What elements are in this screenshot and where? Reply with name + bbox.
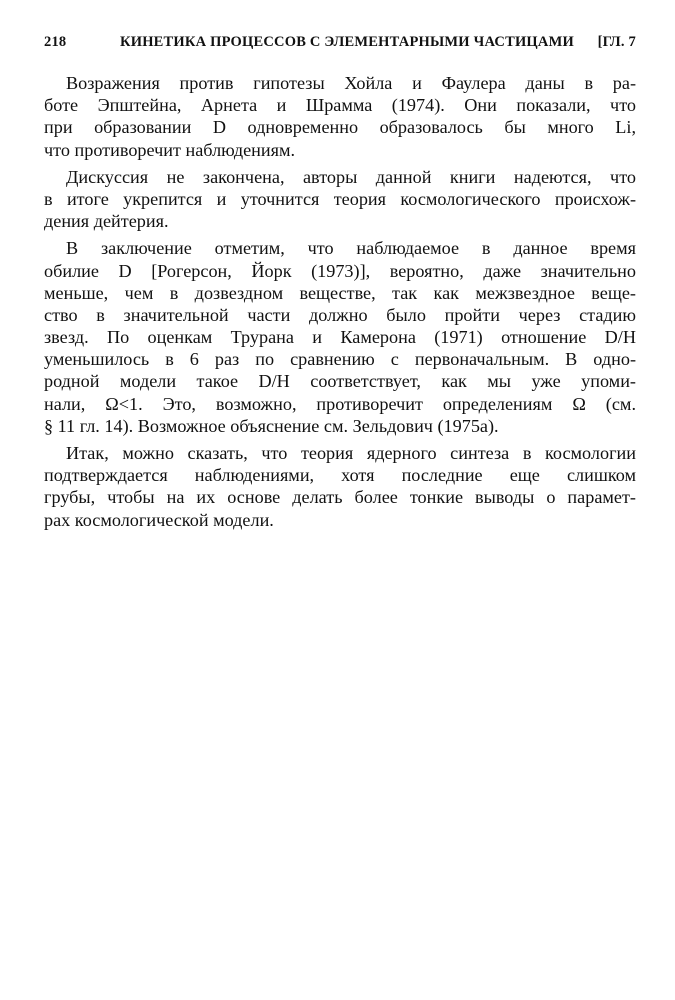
text-line: рах космологической модели. xyxy=(44,509,274,530)
text-line: звезд. По оценкам Трурана и Камерона (1971) отношение D/H xyxy=(44,327,636,348)
text-line: обилие D [Рогерсон, Йорк (1973)], вероятно, даже значительно xyxy=(44,260,636,281)
text-line: Итак, можно сказать, что теория ядерного синтеза в космологии xyxy=(66,443,636,463)
text-line: нали, Ω<1. Это, возможно, противоречит определениям Ω (см. xyxy=(44,393,636,414)
text-line: в итоге укрепится и уточнится теория космологического происхож- xyxy=(44,188,636,209)
body-text xyxy=(44,72,636,536)
text-line: ство в значительной части должно было пройти через стадию xyxy=(44,304,636,325)
text-line: что противоречит наблюдениям. xyxy=(44,139,296,160)
text-line: Возражения против гипотезы Хойла и Фаулера даны в ра- xyxy=(66,73,636,93)
running-head xyxy=(44,34,636,56)
text-line: В заключение отметим, что наблюдаемое в данное время xyxy=(66,238,636,259)
paragraph xyxy=(44,72,636,161)
text-line: при образовании D одновременно образовалось бы много Li, xyxy=(44,117,636,138)
page-number: 218 xyxy=(44,34,67,50)
text-line: дения дейтерия. xyxy=(44,211,169,232)
text-line: грубы, чтобы на их основе делать более тонкие выводы о парамет- xyxy=(44,487,636,508)
text-line: подтверждается наблюдениями, хотя последние еще слишком xyxy=(44,465,636,486)
text-line: уменьшилось в 6 раз по сравнению с первоначальным. В одно- xyxy=(44,349,636,370)
paragraph xyxy=(44,442,636,531)
running-title: КИНЕТИКА ПРОЦЕССОВ С ЭЛЕМЕНТАРНЫМИ ЧАСТИЦАМИ xyxy=(120,34,574,50)
text-line: меньше, чем в дозвездном веществе, так как межзвездное веще- xyxy=(44,282,636,303)
paragraph xyxy=(44,237,636,437)
chapter-label: [ГЛ. 7 xyxy=(597,34,636,50)
text-line: § 11 гл. 14). Возможное объяснение см. Зельдович (1975а). xyxy=(44,415,499,436)
text-line: Дискуссия не закончена, авторы данной книги надеются, что xyxy=(66,166,636,187)
paragraph xyxy=(44,166,636,233)
text-line: боте Эпштейна, Арнета и Шрамма (1974). Они показали, что xyxy=(44,95,636,116)
text-line: родной модели такое D/H соответствует, как мы уже упоми- xyxy=(44,371,636,392)
